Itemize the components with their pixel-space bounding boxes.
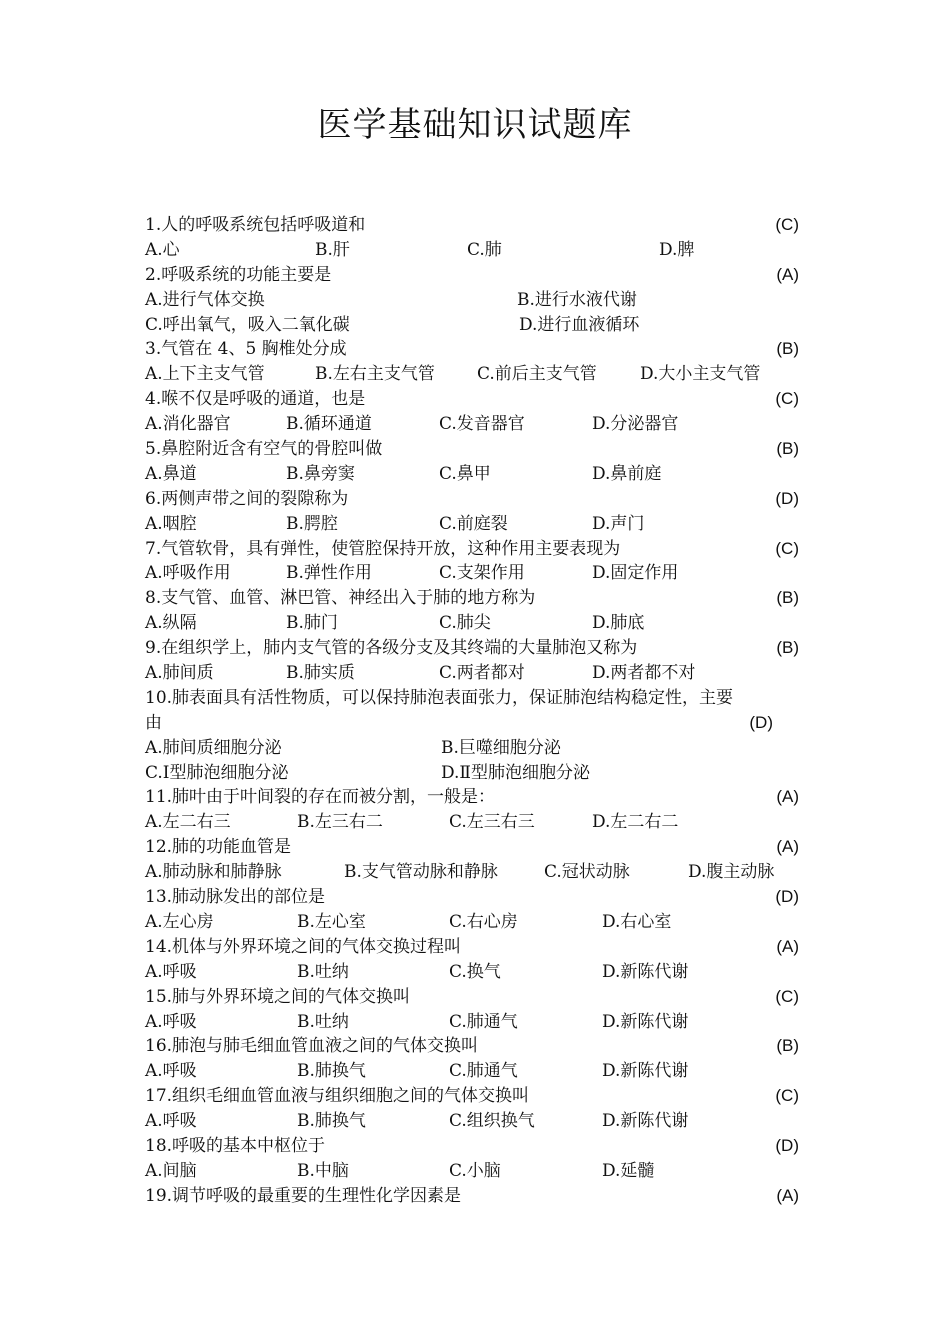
option-d: D.声门 (592, 513, 645, 534)
answer-key: (B) (776, 638, 799, 658)
question-text: 15.肺与外界环境之间的气体交换叫 (145, 986, 411, 1007)
question-stem (145, 337, 805, 362)
options-row (145, 412, 805, 437)
question-stem (145, 636, 805, 661)
option-c: C.小脑 (449, 1160, 501, 1181)
option-c: C.肺通气 (449, 1011, 518, 1032)
option-b: B.弹性作用 (286, 563, 372, 584)
option-a: A.肺间质细胞分泌 (145, 737, 282, 758)
option-c: C.冠状动脉 (544, 862, 630, 883)
question-stem (145, 1034, 805, 1059)
answer-key: (A) (776, 837, 799, 857)
option-a: A.呼吸 (145, 1011, 197, 1032)
question-stem (145, 686, 805, 711)
question-stem (145, 537, 805, 562)
question-text: 2.呼吸系统的功能主要是 (145, 264, 332, 285)
option-d: D.进行血液循环 (519, 314, 640, 335)
options-row (145, 960, 805, 985)
option-b: B.左三右二 (297, 812, 383, 833)
option-d: D.新陈代谢 (602, 961, 689, 982)
option-d: D.脾 (659, 239, 695, 260)
question-text: 13.肺动脉发出的部位是 (145, 887, 326, 908)
option-c: C.鼻甲 (439, 463, 491, 484)
question-stem (145, 835, 805, 860)
option-d: D.固定作用 (592, 563, 679, 584)
question-text: 由 (145, 712, 162, 733)
option-a: A.左二右三 (145, 812, 231, 833)
options-row (145, 238, 805, 263)
options-row (145, 1059, 805, 1084)
question-text: 8.支气管、血管、淋巴管、神经出入于肺的地方称为 (145, 588, 536, 609)
option-b: B.中脑 (297, 1160, 349, 1181)
option-b: B.巨噬细胞分泌 (441, 737, 561, 758)
option-b: B.鼻旁窦 (286, 463, 355, 484)
option-c: C.右心房 (449, 911, 518, 932)
option-b: B.左心室 (297, 911, 366, 932)
option-a: A.纵隔 (145, 613, 197, 634)
option-a: A.呼吸作用 (145, 563, 231, 584)
option-a: A.间脑 (145, 1160, 197, 1181)
question-text: 16.肺泡与肺毛细血管血液之间的气体交换叫 (145, 1036, 479, 1057)
options-row (145, 661, 805, 686)
question-text: 12.肺的功能血管是 (145, 837, 292, 858)
answer-key: (C) (775, 1086, 799, 1106)
question-text: 4.喉不仅是呼吸的通道，也是 (145, 389, 366, 410)
options-row (145, 761, 805, 786)
option-c: C.呼出氧气，吸入二氧化碳 (145, 314, 350, 335)
option-c: C.发音器官 (439, 414, 525, 435)
option-c: C.换气 (449, 961, 501, 982)
option-c: C.肺尖 (439, 613, 491, 634)
question-text: 1.人的呼吸系统包括呼吸道和 (145, 215, 366, 235)
answer-key: (A) (776, 936, 799, 956)
option-d: D.肺底 (592, 613, 645, 634)
options-row (145, 860, 805, 885)
options-row (145, 810, 805, 835)
option-d: D.新陈代谢 (602, 1061, 689, 1082)
question-text: 5.鼻腔附近含有空气的骨腔叫做 (145, 439, 383, 460)
question-text: 11.肺叶由于叶间裂的存在而被分割，一般是： (145, 787, 496, 808)
question-text: 19.调节呼吸的最重要的生理性化学因素是 (145, 1185, 462, 1206)
question-text: 6.两侧声带之间的裂隙称为 (145, 488, 349, 509)
answer-key: (C) (775, 215, 799, 234)
option-a: A.咽腔 (145, 513, 197, 534)
option-a: A.肺动脉和肺静脉 (145, 862, 282, 883)
option-a: A.上下主支气管 (145, 364, 265, 385)
option-c: C.左三右三 (449, 812, 535, 833)
question-stem (145, 263, 805, 288)
question-stem (145, 1184, 805, 1209)
answer-key: (A) (776, 787, 799, 807)
option-c: C.肺 (467, 239, 502, 260)
option-b: B.肝 (315, 239, 350, 260)
option-b: B.腭腔 (286, 513, 338, 534)
question-text: 9.在组织学上，肺内支气管的各级分支及其终端的大量肺泡又称为 (145, 638, 638, 659)
option-c: C.Ⅰ型肺泡细胞分泌 (145, 762, 289, 783)
question-stem (145, 1084, 805, 1109)
option-d: D.分泌器官 (592, 414, 679, 435)
option-d: D.左二右二 (592, 812, 679, 833)
option-b: B.循环通道 (286, 414, 372, 435)
option-c: C.肺通气 (449, 1061, 518, 1082)
option-b: B.肺实质 (286, 663, 355, 684)
question-text: 18.呼吸的基本中枢位于 (145, 1135, 326, 1156)
option-d: D.新陈代谢 (602, 1011, 689, 1032)
option-b: B.肺门 (286, 613, 338, 634)
answer-key: (B) (776, 588, 799, 608)
option-d: D.右心室 (602, 911, 672, 932)
question-text: 14.机体与外界环境之间的气体交换过程叫 (145, 936, 462, 957)
question-stem (145, 586, 805, 611)
question-stem-continued (145, 711, 805, 736)
question-stem (145, 437, 805, 462)
options-row (145, 1109, 805, 1134)
option-d: D.Ⅱ型肺泡细胞分泌 (441, 762, 590, 783)
option-c: C.两者都对 (439, 663, 525, 684)
question-stem (145, 487, 805, 512)
answer-key: (D) (775, 488, 799, 508)
option-b: B.吐纳 (297, 1011, 349, 1032)
answer-key: (C) (775, 389, 799, 409)
option-a: A.鼻道 (145, 463, 197, 484)
question-text: 7.气管软骨，具有弹性，使管腔保持开放，这种作用主要表现为 (145, 538, 621, 559)
question-stem (145, 213, 805, 238)
option-a: A.进行气体交换 (145, 289, 265, 310)
option-d: D.两者都不对 (592, 663, 696, 684)
answer-key: (B) (776, 1036, 799, 1056)
question-stem (145, 1134, 805, 1159)
options-row (145, 561, 805, 586)
option-d: D.腹主动脉 (688, 862, 775, 883)
option-d: D.鼻前庭 (592, 463, 662, 484)
answer-key: (D) (775, 887, 799, 907)
options-row (145, 736, 805, 761)
option-a: A.肺间质 (145, 663, 214, 684)
option-a: A.呼吸 (145, 1111, 197, 1132)
options-row (145, 611, 805, 636)
options-row (145, 362, 805, 387)
question-text: 17.组织毛细血管血液与组织细胞之间的气体交换叫 (145, 1086, 530, 1107)
option-a: A.心 (145, 239, 180, 260)
option-b: B.支气管动脉和静脉 (344, 862, 498, 883)
answer-key: (C) (775, 538, 799, 558)
option-b: B.左右主支气管 (315, 364, 435, 385)
answer-key: (B) (776, 339, 799, 359)
option-d: D.延髓 (602, 1160, 655, 1181)
option-c: C.前后主支气管 (477, 364, 597, 385)
answer-key: (A) (776, 264, 799, 284)
options-row (145, 512, 805, 537)
option-b: B.吐纳 (297, 961, 349, 982)
answer-key: (B) (776, 439, 799, 459)
answer-key: (A) (776, 1185, 799, 1205)
option-c: C.组织换气 (449, 1111, 535, 1132)
option-d: D.新陈代谢 (602, 1111, 689, 1132)
answer-key: (D) (749, 712, 773, 732)
answer-key: (C) (775, 986, 799, 1006)
options-row (145, 313, 805, 338)
question-stem (145, 985, 805, 1010)
page-title: 医学基础知识试题库 (317, 105, 633, 145)
option-b: B.肺换气 (297, 1111, 366, 1132)
question-text: 10.肺表面具有活性物质，可以保持肺泡表面张力，保证肺泡结构稳定性，主要 (145, 687, 734, 708)
option-a: A.呼吸 (145, 961, 197, 982)
question-stem (145, 935, 805, 960)
option-a: A.消化器官 (145, 414, 231, 435)
answer-key: (D) (775, 1135, 799, 1155)
option-a: A.呼吸 (145, 1061, 197, 1082)
option-b: B.进行水液代谢 (517, 289, 637, 310)
options-row (145, 1010, 805, 1035)
question-stem (145, 387, 805, 412)
question-list (145, 213, 805, 1209)
option-c: C.支架作用 (439, 563, 525, 584)
option-d: D.大小主支气管 (640, 364, 761, 385)
option-a: A.左心房 (145, 911, 214, 932)
options-row (145, 462, 805, 487)
question-stem (145, 785, 805, 810)
question-text: 3.气管在 4、5 胸椎处分成 (145, 339, 347, 360)
option-b: B.肺换气 (297, 1061, 366, 1082)
option-c: C.前庭裂 (439, 513, 508, 534)
options-row (145, 910, 805, 935)
options-row (145, 1159, 805, 1184)
question-stem (145, 885, 805, 910)
options-row (145, 288, 805, 313)
